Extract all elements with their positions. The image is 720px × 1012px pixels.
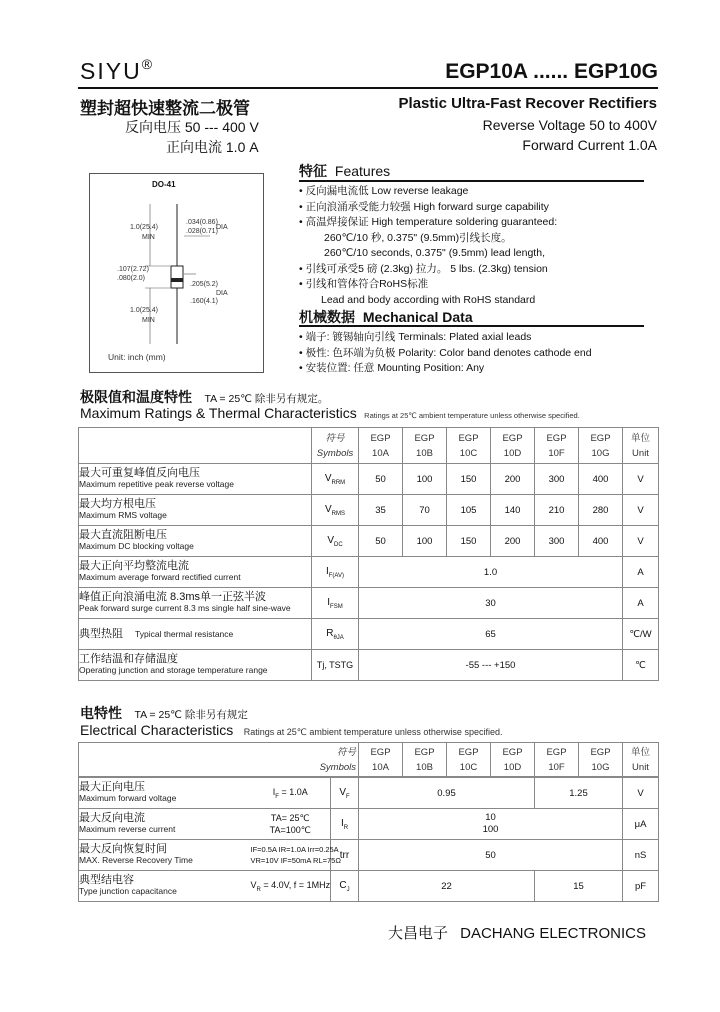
param-cell bbox=[79, 464, 312, 495]
value-cell: 35 bbox=[359, 495, 403, 526]
symbol-sub: FSM bbox=[330, 603, 343, 610]
unit-cell: ℃ bbox=[623, 650, 659, 681]
part-suffix: 10G bbox=[591, 447, 610, 459]
ratings-header-param bbox=[79, 428, 312, 464]
table-row bbox=[79, 809, 659, 840]
table-row bbox=[79, 778, 659, 809]
part-prefix: EGP bbox=[590, 432, 611, 444]
electrical-title-en-line bbox=[80, 722, 502, 740]
table-row bbox=[79, 495, 659, 526]
part-suffix: 10F bbox=[548, 761, 565, 773]
mechanical-item: • 极性: 色环端为负极 Polarity: Color band denotes cathode end bbox=[299, 346, 592, 359]
header-unit-cn: 单位 bbox=[630, 746, 650, 758]
brand-name: SIYU bbox=[80, 58, 142, 84]
electrical-title-cn: 电特性 bbox=[80, 705, 122, 721]
value-top: 10 bbox=[485, 812, 496, 823]
param-cn: 最大均方根电压 bbox=[79, 498, 156, 510]
dim-body-len-min: .160(4.1) bbox=[190, 298, 219, 305]
value-cell: 400 bbox=[579, 526, 623, 557]
param-cn: 工作结温和存储温度 bbox=[79, 653, 178, 665]
merged-value-cell: 15 bbox=[535, 871, 623, 902]
electrical-body-table bbox=[78, 777, 659, 902]
mechanical-rule bbox=[299, 325, 644, 327]
mechanical-heading bbox=[299, 307, 473, 327]
value-cell: 300 bbox=[535, 526, 579, 557]
param-cn: 峰值正向浪涌电流 8.3ms单一正弦半波 bbox=[79, 591, 267, 603]
electrical-table bbox=[78, 742, 659, 777]
electrical-header-row bbox=[79, 743, 659, 777]
symbol-cell bbox=[312, 557, 359, 588]
part-suffix: 10C bbox=[459, 761, 478, 773]
value-cell: 150 bbox=[447, 526, 491, 557]
cond-tail: = 1.0A bbox=[278, 786, 308, 797]
header-unit-en: Unit bbox=[632, 761, 649, 773]
param-cell bbox=[79, 495, 312, 526]
mechanical-item: • 安装位置: 任意 Mounting Position: Any bbox=[299, 362, 485, 374]
ratings-cond-en: Ratings at 25℃ ambient temperature unless otherwise specified. bbox=[364, 411, 580, 420]
part-prefix: EGP bbox=[458, 746, 479, 758]
param-cell bbox=[79, 778, 251, 809]
feature-item: 260℃/10 seconds, 0.375" (9.5mm) lead length, bbox=[324, 247, 545, 259]
dim-body-len-max: .205(5.2) bbox=[190, 281, 219, 288]
unit-cell: A bbox=[623, 557, 659, 588]
feature-item: • 引线可承受5 磅 (2.3kg) 拉力。 5 lbs. (2.3kg) tension bbox=[299, 262, 548, 275]
symbol-cell bbox=[312, 495, 359, 526]
merged-value-cell: 1.0 bbox=[359, 557, 623, 588]
electrical-header-part bbox=[447, 743, 491, 777]
electrical-header-symbol bbox=[79, 743, 359, 777]
electrical-cond-en: Ratings at 25℃ ambient temperature unless otherwise specified. bbox=[243, 727, 503, 737]
param-cell bbox=[79, 557, 312, 588]
param-en: MAX. Reverse Recovery Time bbox=[79, 855, 193, 865]
param-en: Peak forward surge current 8.3 ms single half sine-wave bbox=[79, 603, 291, 613]
param-cell bbox=[79, 526, 312, 557]
param-cell bbox=[79, 588, 312, 619]
electrical-title-en: Electrical Characteristics bbox=[80, 722, 234, 738]
dim-lead-min-top: MIN bbox=[142, 234, 155, 241]
title-en: Plastic Ultra-Fast Recover Rectifiers bbox=[398, 95, 657, 112]
symbol-main: trr bbox=[339, 849, 350, 861]
cond-main: V bbox=[250, 879, 257, 890]
symbol-cell bbox=[331, 778, 359, 809]
merged-value-cell: 1.25 bbox=[535, 778, 623, 809]
feature-item: • 引线和管体符合RoHS标准 bbox=[299, 278, 429, 290]
unit-cell: ℃/W bbox=[623, 619, 659, 650]
symbol-cell bbox=[312, 619, 359, 650]
part-prefix: EGP bbox=[546, 432, 567, 444]
param-cell bbox=[79, 840, 251, 871]
mechanical-heading-cn: 机械数据 bbox=[299, 309, 355, 325]
part-suffix: 10D bbox=[503, 447, 522, 459]
part-prefix: EGP bbox=[458, 432, 479, 444]
features-list bbox=[299, 184, 649, 308]
footer-company-en: DACHANG ELECTRONICS bbox=[460, 925, 646, 942]
part-suffix: 10B bbox=[416, 761, 433, 773]
part-prefix: EGP bbox=[546, 746, 567, 758]
symbol-cell: Tj, TSTG bbox=[312, 650, 359, 681]
header-symbol-en: Symbols bbox=[316, 447, 354, 459]
unit-cell: pF bbox=[623, 871, 659, 902]
part-prefix: EGP bbox=[502, 746, 523, 758]
param-en: Maximum repetitive peak reverse voltage bbox=[79, 479, 234, 489]
symbol-main: V bbox=[324, 472, 332, 484]
table-row bbox=[79, 840, 659, 871]
mechanical-item: • 端子: 镀锡轴向引线 Terminals: Plated axial leads bbox=[299, 331, 532, 343]
condition-cell bbox=[251, 809, 331, 840]
value-cell: 100 bbox=[403, 526, 447, 557]
unit-cell: A bbox=[623, 588, 659, 619]
dim-body-dia-min: .080(2.0) bbox=[117, 275, 146, 282]
merged-value-cell: 50 bbox=[359, 840, 623, 871]
title-cn: 塑封超快速整流二极管 bbox=[80, 99, 250, 118]
param-cn: 最大正向电压 bbox=[79, 781, 145, 793]
header-unit-cn: 单位 bbox=[630, 432, 650, 444]
brand-logo bbox=[80, 58, 154, 85]
electrical-header-part bbox=[403, 743, 447, 777]
symbol-cell bbox=[312, 464, 359, 495]
part-suffix: 10G bbox=[591, 761, 610, 773]
dim-lead-length-bottom: 1.0(25.4) bbox=[130, 307, 159, 314]
param-cn: 最大反向电流 bbox=[79, 812, 145, 824]
table-row bbox=[79, 588, 659, 619]
footer-company-cn: 大昌电子 bbox=[387, 925, 448, 942]
dim-lead-dia-max: .034(0.86) bbox=[186, 219, 218, 226]
ratings-table bbox=[78, 427, 659, 681]
dim-lead-min-bottom: MIN bbox=[142, 317, 155, 324]
symbol-main: I bbox=[325, 565, 329, 577]
unit-cell: μA bbox=[623, 809, 659, 840]
part-suffix: 10A bbox=[372, 447, 389, 459]
table-row bbox=[79, 464, 659, 495]
param-en: Maximum average forward rectified current bbox=[79, 572, 241, 582]
symbol-sub: R bbox=[343, 824, 349, 831]
diode-outline bbox=[90, 174, 263, 372]
package-name: DO-41 bbox=[152, 180, 176, 189]
header-symbol-cn: 符号 bbox=[336, 746, 356, 758]
part-prefix: EGP bbox=[414, 746, 435, 758]
part-prefix: EGP bbox=[590, 746, 611, 758]
merged-value-cell: -55 --- +150 bbox=[359, 650, 623, 681]
param-cn: 最大直流阻断电压 bbox=[79, 529, 167, 541]
cond-line1: IF=0.5A IR=1.0A Irr=0.25A bbox=[250, 845, 339, 854]
value-cell: 105 bbox=[447, 495, 491, 526]
dim-body-dia-label: DIA bbox=[216, 290, 228, 297]
value-cell: 280 bbox=[579, 495, 623, 526]
ratings-header-part bbox=[403, 428, 447, 464]
symbol-main: I bbox=[340, 817, 344, 829]
symbol-main: V bbox=[339, 786, 346, 798]
symbol-sub: F(AV) bbox=[328, 572, 344, 579]
symbol-sub: F bbox=[346, 793, 350, 800]
param-en: Typical thermal resistance bbox=[135, 628, 234, 639]
merged-value-cell bbox=[359, 809, 623, 840]
part-range: EGP10A ...... EGP10G bbox=[445, 60, 658, 83]
feature-item: • 正向浪涌承受能力较强 High forward surge capability bbox=[299, 200, 549, 213]
mechanical-list bbox=[299, 330, 649, 377]
param-cell bbox=[79, 619, 312, 650]
value-bottom: 100 bbox=[482, 824, 499, 835]
merged-value-cell: 30 bbox=[359, 588, 623, 619]
value-cell: 400 bbox=[579, 464, 623, 495]
symbol-cell bbox=[331, 871, 359, 902]
features-heading-en: Features bbox=[334, 163, 391, 179]
part-prefix: EGP bbox=[370, 432, 391, 444]
part-suffix: 10C bbox=[459, 447, 478, 459]
param-en: Operating junction and storage temperature range bbox=[79, 665, 268, 675]
ratings-title-en: Maximum Ratings & Thermal Characteristics bbox=[80, 405, 357, 421]
ratings-header-part bbox=[491, 428, 535, 464]
ratings-header-part bbox=[579, 428, 623, 464]
unit-cell: V bbox=[623, 778, 659, 809]
ratings-header-part bbox=[359, 428, 403, 464]
value-cell: 50 bbox=[359, 464, 403, 495]
unit-note: Unit: inch (mm) bbox=[108, 352, 166, 362]
merged-value-cell: 0.95 bbox=[359, 778, 535, 809]
feature-item: • 反向漏电流低 Low reverse leakage bbox=[299, 185, 469, 197]
mechanical-heading-en: Mechanical Data bbox=[362, 309, 473, 325]
param-cn: 最大正向平均整流电流 bbox=[79, 560, 189, 572]
cond-line2: TA=100℃ bbox=[269, 825, 311, 835]
cond-line2: VR=10V IF=50mA RL=75Ω bbox=[250, 856, 341, 865]
electrical-header-part bbox=[491, 743, 535, 777]
ratings-header-part bbox=[535, 428, 579, 464]
electrical-header-unit bbox=[623, 743, 659, 777]
param-en: Type junction capacitance bbox=[79, 886, 177, 896]
value-cell: 50 bbox=[359, 526, 403, 557]
ratings-title-en-line bbox=[80, 405, 580, 423]
param-en: Maximum reverse current bbox=[79, 824, 176, 834]
dim-lead-dia-label: DIA bbox=[216, 224, 228, 231]
param-en: Maximum RMS voltage bbox=[79, 510, 167, 520]
condition-cell bbox=[251, 778, 331, 809]
condition-cell bbox=[251, 871, 331, 902]
cond-tail: = 4.0V, f = 1MHz bbox=[260, 879, 331, 890]
param-cn: 典型结电容 bbox=[79, 874, 134, 886]
header-unit-en: Unit bbox=[632, 447, 649, 459]
ratings-title-cn-line bbox=[80, 387, 328, 407]
table-row bbox=[79, 650, 659, 681]
features-heading bbox=[299, 161, 390, 181]
part-suffix: 10D bbox=[503, 761, 522, 773]
value-cell: 150 bbox=[447, 464, 491, 495]
value-cell: 70 bbox=[403, 495, 447, 526]
cond-sub: F bbox=[275, 793, 279, 800]
symbol-main: I bbox=[327, 596, 331, 608]
param-cell bbox=[79, 871, 251, 902]
cond-sub: R bbox=[256, 886, 261, 893]
electrical-header-part bbox=[535, 743, 579, 777]
symbol-cell bbox=[331, 809, 359, 840]
symbol-main: V bbox=[327, 534, 334, 546]
part-suffix: 10B bbox=[416, 447, 433, 459]
symbol-sub: θJA bbox=[333, 634, 344, 641]
header-symbol-en: Symbols bbox=[319, 761, 356, 773]
unit-cell: V bbox=[623, 495, 659, 526]
forward-current-en: Forward Current 1.0A bbox=[522, 137, 657, 153]
symbol-main: C bbox=[339, 879, 347, 891]
ratings-header-unit bbox=[623, 428, 659, 464]
merged-value-cell: 22 bbox=[359, 871, 535, 902]
symbol-cell bbox=[312, 526, 359, 557]
param-cn: 最大反向恢复时间 bbox=[79, 843, 167, 855]
symbol-cell bbox=[312, 588, 359, 619]
value-cell: 140 bbox=[491, 495, 535, 526]
registered-mark: ® bbox=[141, 56, 155, 72]
reverse-voltage-en: Reverse Voltage 50 to 400V bbox=[482, 117, 657, 133]
dim-lead-length-top: 1.0(25.4) bbox=[130, 224, 159, 231]
param-cn: 典型热阻 bbox=[79, 627, 123, 640]
feature-item: • 高温焊接保证 High temperature soldering guaranteed: bbox=[299, 216, 558, 228]
table-row bbox=[79, 557, 659, 588]
reverse-voltage-cn: 反向电压 50 --- 400 V bbox=[125, 119, 259, 135]
symbol-main: R bbox=[326, 627, 334, 639]
ratings-header-part bbox=[447, 428, 491, 464]
value-cell: 210 bbox=[535, 495, 579, 526]
value-cell: 200 bbox=[491, 526, 535, 557]
symbol-sub: RMS bbox=[331, 510, 345, 517]
param-cn: 最大可重复峰值反向电压 bbox=[79, 467, 200, 479]
param-en: Maximum DC blocking voltage bbox=[79, 541, 194, 551]
symbol-sub: DC bbox=[334, 541, 343, 548]
value-cell: 100 bbox=[403, 464, 447, 495]
cond-line1: TA= 25℃ bbox=[270, 813, 310, 823]
footer bbox=[388, 922, 646, 943]
features-rule bbox=[299, 180, 644, 182]
features-heading-cn: 特征 bbox=[299, 163, 327, 179]
param-en: Maximum forward voltage bbox=[79, 793, 177, 803]
part-suffix: 10A bbox=[372, 761, 389, 773]
condition-cell bbox=[250, 840, 341, 871]
ratings-header-row bbox=[79, 428, 659, 464]
electrical-title-cn-line bbox=[80, 703, 248, 723]
ratings-cond-cn: TA = 25℃ 除非另有规定。 bbox=[204, 393, 329, 405]
merged-value-cell: 65 bbox=[359, 619, 623, 650]
feature-item: 260℃/10 秒, 0.375" (9.5mm)引线长度。 bbox=[324, 231, 512, 244]
header-symbol-cn: 符号 bbox=[325, 432, 345, 444]
param-cell bbox=[79, 650, 312, 681]
param-cell bbox=[79, 809, 251, 840]
ratings-title-cn: 极限值和温度特性 bbox=[80, 389, 192, 405]
feature-item: Lead and body according with RoHS standard bbox=[321, 293, 536, 306]
header-rule bbox=[78, 87, 658, 89]
symbol-sub: J bbox=[346, 886, 350, 893]
symbol-sub: RRM bbox=[331, 479, 346, 486]
forward-current-cn: 正向电流 1.0 A bbox=[166, 139, 259, 155]
package-diagram bbox=[89, 173, 264, 373]
part-prefix: EGP bbox=[414, 432, 435, 444]
cond-main: I bbox=[272, 786, 276, 797]
electrical-header-part bbox=[359, 743, 403, 777]
table-row bbox=[79, 526, 659, 557]
symbol-main: V bbox=[324, 503, 332, 515]
electrical-header-part bbox=[579, 743, 623, 777]
part-suffix: 10F bbox=[548, 447, 565, 459]
electrical-cond-cn: TA = 25℃ 除非另有规定 bbox=[134, 709, 248, 721]
unit-cell: V bbox=[623, 464, 659, 495]
table-row bbox=[79, 871, 659, 902]
value-cell: 300 bbox=[535, 464, 579, 495]
dim-lead-dia-min: .028(0.71) bbox=[186, 228, 218, 235]
dim-body-dia-max: .107(2.72) bbox=[117, 266, 149, 273]
value-cell: 200 bbox=[491, 464, 535, 495]
ratings-header-symbol bbox=[312, 428, 359, 464]
part-prefix: EGP bbox=[370, 746, 391, 758]
unit-cell: V bbox=[623, 526, 659, 557]
unit-cell: nS bbox=[623, 840, 659, 871]
table-row bbox=[79, 619, 659, 650]
part-prefix: EGP bbox=[502, 432, 523, 444]
